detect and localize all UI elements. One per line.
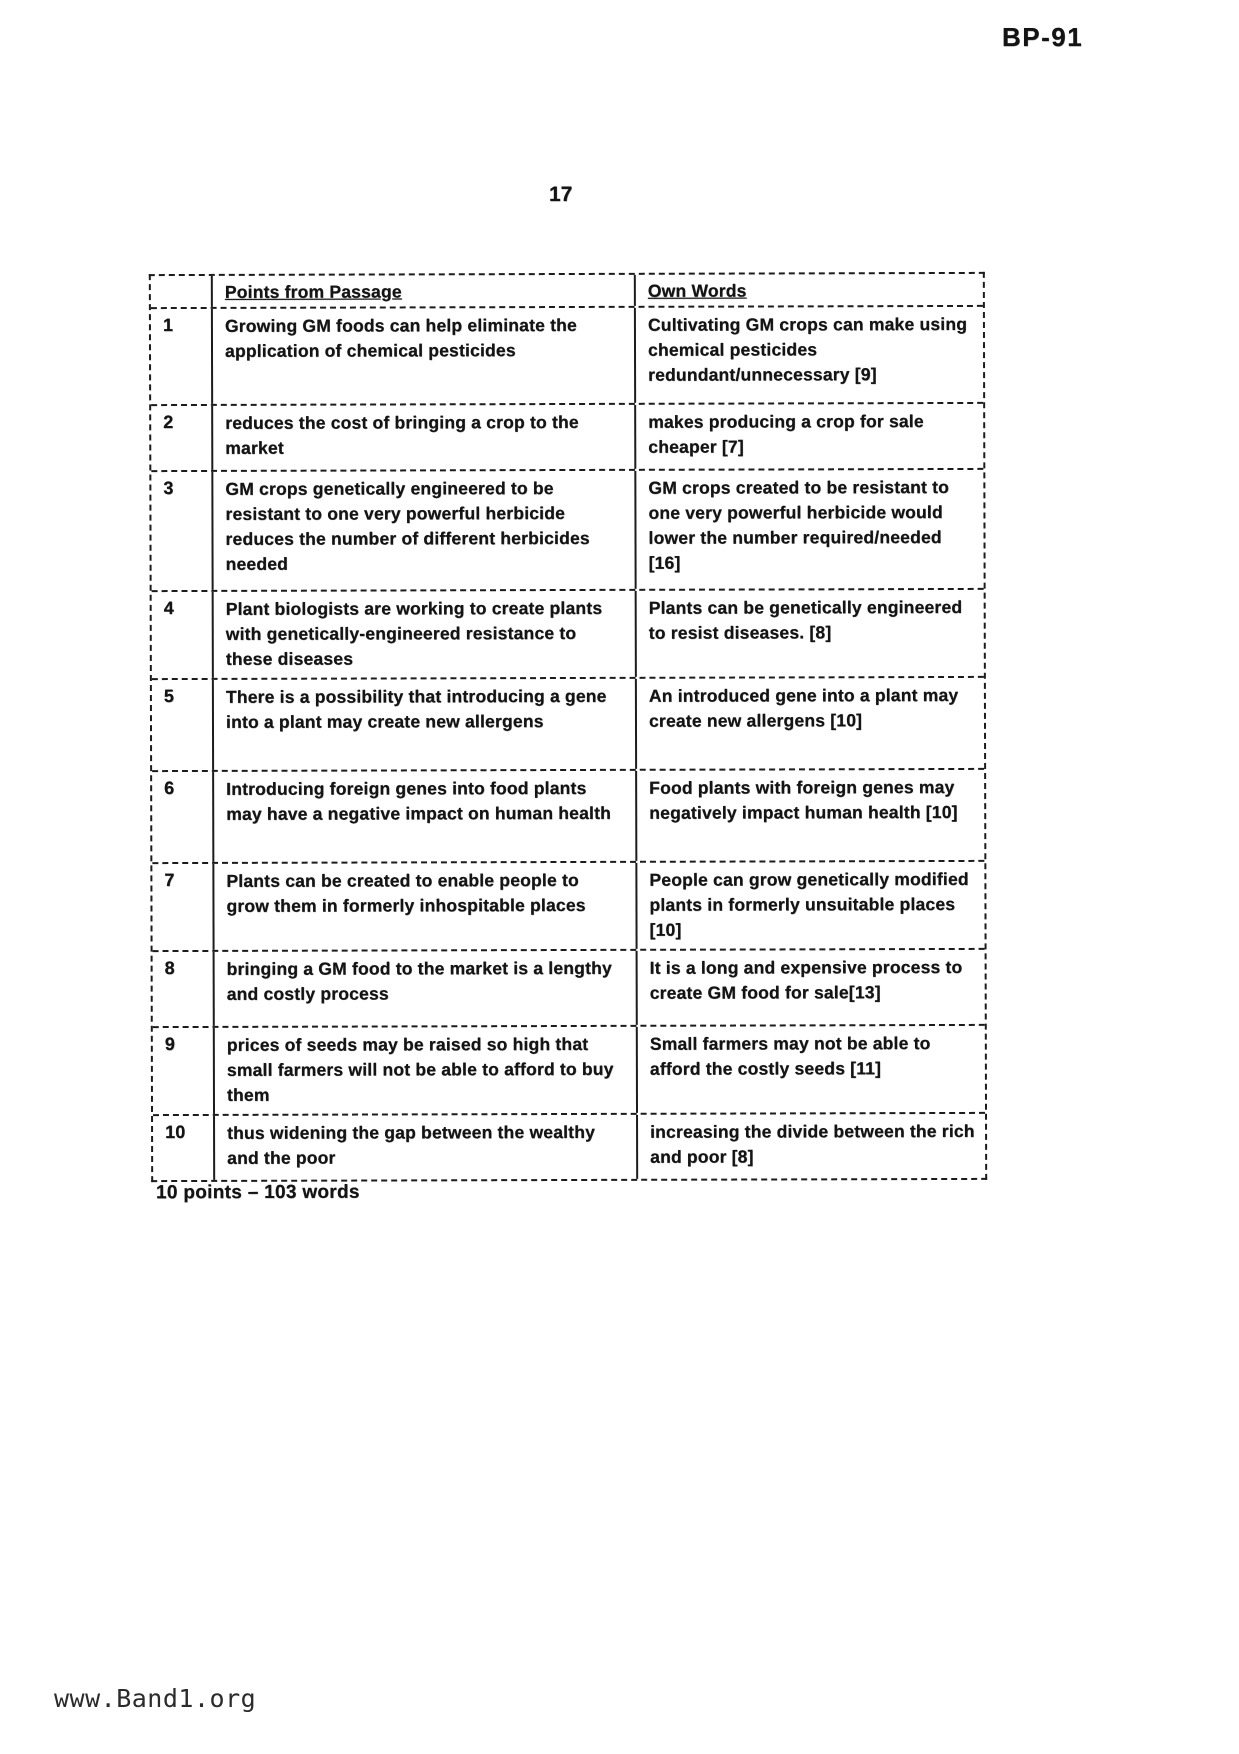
watermark: www.Band1.org [54,1684,257,1713]
passage-cell: Plants can be created to enable people to grow them in formerly inhospitable places [214,863,637,950]
passage-cell: bringing a GM food to the market is a lengthy and costly process [215,951,638,1026]
passage-cell: GM crops genetically engineered to be resistant to one very powerful herbicide reduces the number of different herbicides needed [213,471,636,590]
row-number: 1 [151,309,213,404]
row-number: 3 [151,472,213,590]
table-row [153,948,985,1026]
row-number: 4 [152,592,214,678]
passage-cell: Plant biologists are working to create plants with genetically-engineered resistance to these diseases [214,591,637,678]
table-row [152,768,984,862]
own-words-cell: makes producing a crop for sale cheaper [7] [648,411,924,457]
own-words-cell: Plants can be genetically engineered to resist diseases. [8] [648,596,963,643]
header-own-label: Own Words [647,280,747,301]
table-row [153,1112,985,1180]
own-words-cell: It is a long and expensive process to create GM food for sale[13] [649,956,963,1003]
row-number: 9 [153,1028,215,1114]
table-row [152,860,984,950]
row-number: 6 [152,772,214,862]
table-row [151,305,983,404]
own-words-cell: increasing the divide between the rich and poor [8] [650,1120,975,1167]
table-row [152,676,984,770]
table-row [151,468,983,590]
row-number: 5 [152,680,214,770]
passage-cell: There is a possibility that introducing a gene into a plant may create new allergens [214,679,637,770]
header-points-from-passage [213,275,636,307]
summary-table [149,272,987,1182]
header-points-label: Points from Passage [224,281,402,302]
table-header-row [151,274,983,307]
row-number: 2 [151,406,213,470]
own-words-cell: GM crops created to be resistant to one very powerful herbicide would lower the number required/needed [16] [648,477,950,573]
table-row [152,588,984,678]
passage-cell: Growing GM foods can help eliminate the application of chemical pesticides [213,308,636,404]
own-words-cell: Cultivating GM crops can make using chemical pesticides redundant/unnecessary [9] [647,313,968,385]
passage-cell: reduces the cost of bringing a crop to the market [213,405,636,470]
passage-cell: Introducing foreign genes into food plants may have a negative impact on human health [214,771,637,862]
page-number: 17 [549,183,573,206]
passage-cell: thus widening the gap between the wealthy and the poor [215,1115,638,1180]
row-number: 7 [152,864,214,950]
word-count-note: 10 points – 103 words [155,1181,360,1204]
own-words-cell: Small farmers may not be able to afford the costly seeds [11] [649,1033,931,1079]
own-words-cell: People can grow genetically modified plants in formerly unsuitable places [10] [649,868,969,940]
table-row [151,402,983,470]
table-row [153,1024,985,1114]
passage-cell: prices of seeds may be raised so high that small farmers will not be able to afford to buy them [215,1027,638,1114]
row-number: 10 [153,1116,215,1180]
header-own-words [636,274,983,306]
doc-code: BP-91 [1002,22,1084,52]
own-words-cell: Food plants with foreign genes may negatively impact human health [10] [649,776,958,823]
row-number: 8 [153,952,215,1026]
header-number-cell [151,276,213,307]
own-words-cell: An introduced gene into a plant may create new allergens [10] [648,684,959,731]
